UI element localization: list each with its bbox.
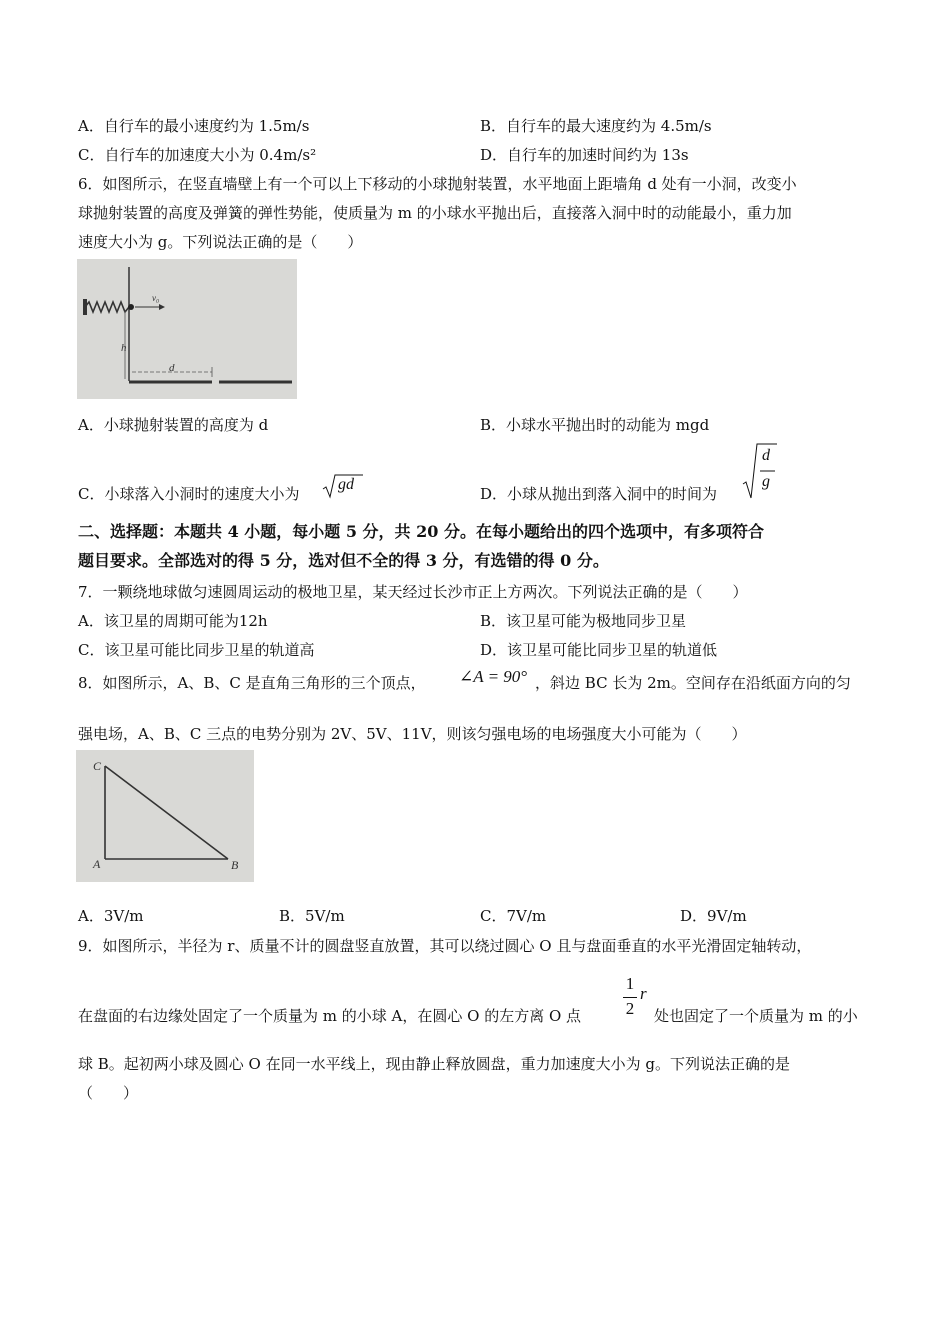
vertex-b-label: B [231,858,239,872]
frac-half-r [623,974,653,1024]
q8-option-c: C．7V/m [480,907,547,925]
q9-stem-line1: 9．如图所示，半径为 r、质量不计的圆盘竖直放置，其可以绕过圆心 O 且与盘面垂直的水平光滑固定轴转动， [78,937,812,955]
sqrt-gd [322,473,364,499]
q9-stem-line3: 球 B。起初两小球及圆心 O 在同一水平线上，现由静止释放圆盘，重力加速度大小为 g。下列说法正确的是 [78,1055,790,1073]
q6-option-d-text: D．小球从抛出到落入洞中的时间为 [480,485,718,503]
triangle-diagram [76,750,254,882]
sqrt-gd-content: gd [338,476,354,493]
q5-option-a: A．自行车的最小速度约为 1.5m/s [78,117,310,135]
q9-stem-line2a: 在盘面的右边缘处固定了一个质量为 m 的小球 A，在圆心 O 的左方离 O 点 [78,1007,582,1025]
frac-numerator-d: d [762,447,770,464]
q8-option-b: B．5V/m [279,907,345,925]
q8-stem-line2: 强电场，A、B、C 三点的电势分别为 2V、5V、11V，则该匀强电场的电场强度大小可能为（ ） [78,725,747,743]
q8-stem-line1b: ，斜边 BC 长为 2m。空间存在沿纸面方向的匀 [535,674,851,692]
q7-option-c: C．该卫星可能比同步卫星的轨道高 [78,641,315,659]
frac-half-var: r [640,984,647,1003]
q8-stem-line1a: 8．如图所示，A、B、C 是直角三角形的三个顶点， [78,674,426,692]
q9-stem-line4: （ ） [78,1084,139,1102]
ball-icon [128,304,134,310]
q8-angle: ∠A = 90° [459,667,528,686]
q7-option-b: B．该卫星可能为极地同步卫星 [480,612,687,630]
projectile-diagram [77,259,297,399]
frac-half-denominator: 2 [625,999,635,1018]
q5-option-d: D．自行车的加速时间约为 13s [480,146,689,164]
q7-option-a: A．该卫星的周期可能为12h [78,612,268,630]
q6-option-d [480,484,717,504]
q6-option-c [78,484,299,504]
h-label: h [121,342,127,354]
vertex-a-label: A [93,857,101,871]
q6-option-b: B．小球水平抛出时的动能为 mgd [480,416,710,434]
q8-option-d: D．9V/m [680,907,747,925]
section2-heading-line2: 题目要求。全部选对的得 5 分，选对但不全的得 3 分，有选错的得 0 分。 [78,551,609,570]
q8-option-a: A．3V/m [78,907,144,925]
frac-denominator-g: g [762,473,770,490]
section2-heading-line1: 二、选择题：本题共 4 小题，每小题 5 分，共 20 分。在每小题给出的四个选项中，有多项符合 [78,522,764,541]
spring-icon [85,302,129,312]
frac-half-numerator: 1 [625,974,635,993]
q8-figure [76,750,254,882]
q7-option-d: D．该卫星可能比同步卫星的轨道低 [480,641,718,659]
q6-option-c-text: C．小球落入小洞时的速度大小为 [78,485,300,503]
v0-label: v₀ [152,293,160,303]
q7-stem: 7．一颗绕地球做匀速圆周运动的极地卫星，某天经过长沙市正上方两次。下列说法正确的是（ ） [78,583,748,601]
q9-stem-line2b: 处也固定了一个质量为 m 的小 [654,1007,858,1025]
d-label: d [169,362,175,374]
q6-option-a: A．小球抛射装置的高度为 d [78,416,269,434]
q5-option-b: B．自行车的最大速度约为 4.5m/s [480,117,712,135]
q6-figure [77,259,297,399]
q6-stem-line3: 速度大小为 g。下列说法正确的是（ ） [78,233,363,251]
vertex-c-label: C [93,759,102,773]
q6-stem-line1: 6．如图所示，在竖直墙壁上有一个可以上下移动的小球抛射装置，水平地面上距墙角 d 处有一小洞，改变小 [78,175,797,193]
q6-stem-line2: 球抛射装置的高度及弹簧的弹性势能，使质量为 m 的小球水平抛出后，直接落入洞中时的动能最小，重力加 [78,204,792,222]
sqrt-d-over-g [742,442,778,500]
q5-option-c: C．自行车的加速度大小为 0.4m/s² [78,146,317,164]
